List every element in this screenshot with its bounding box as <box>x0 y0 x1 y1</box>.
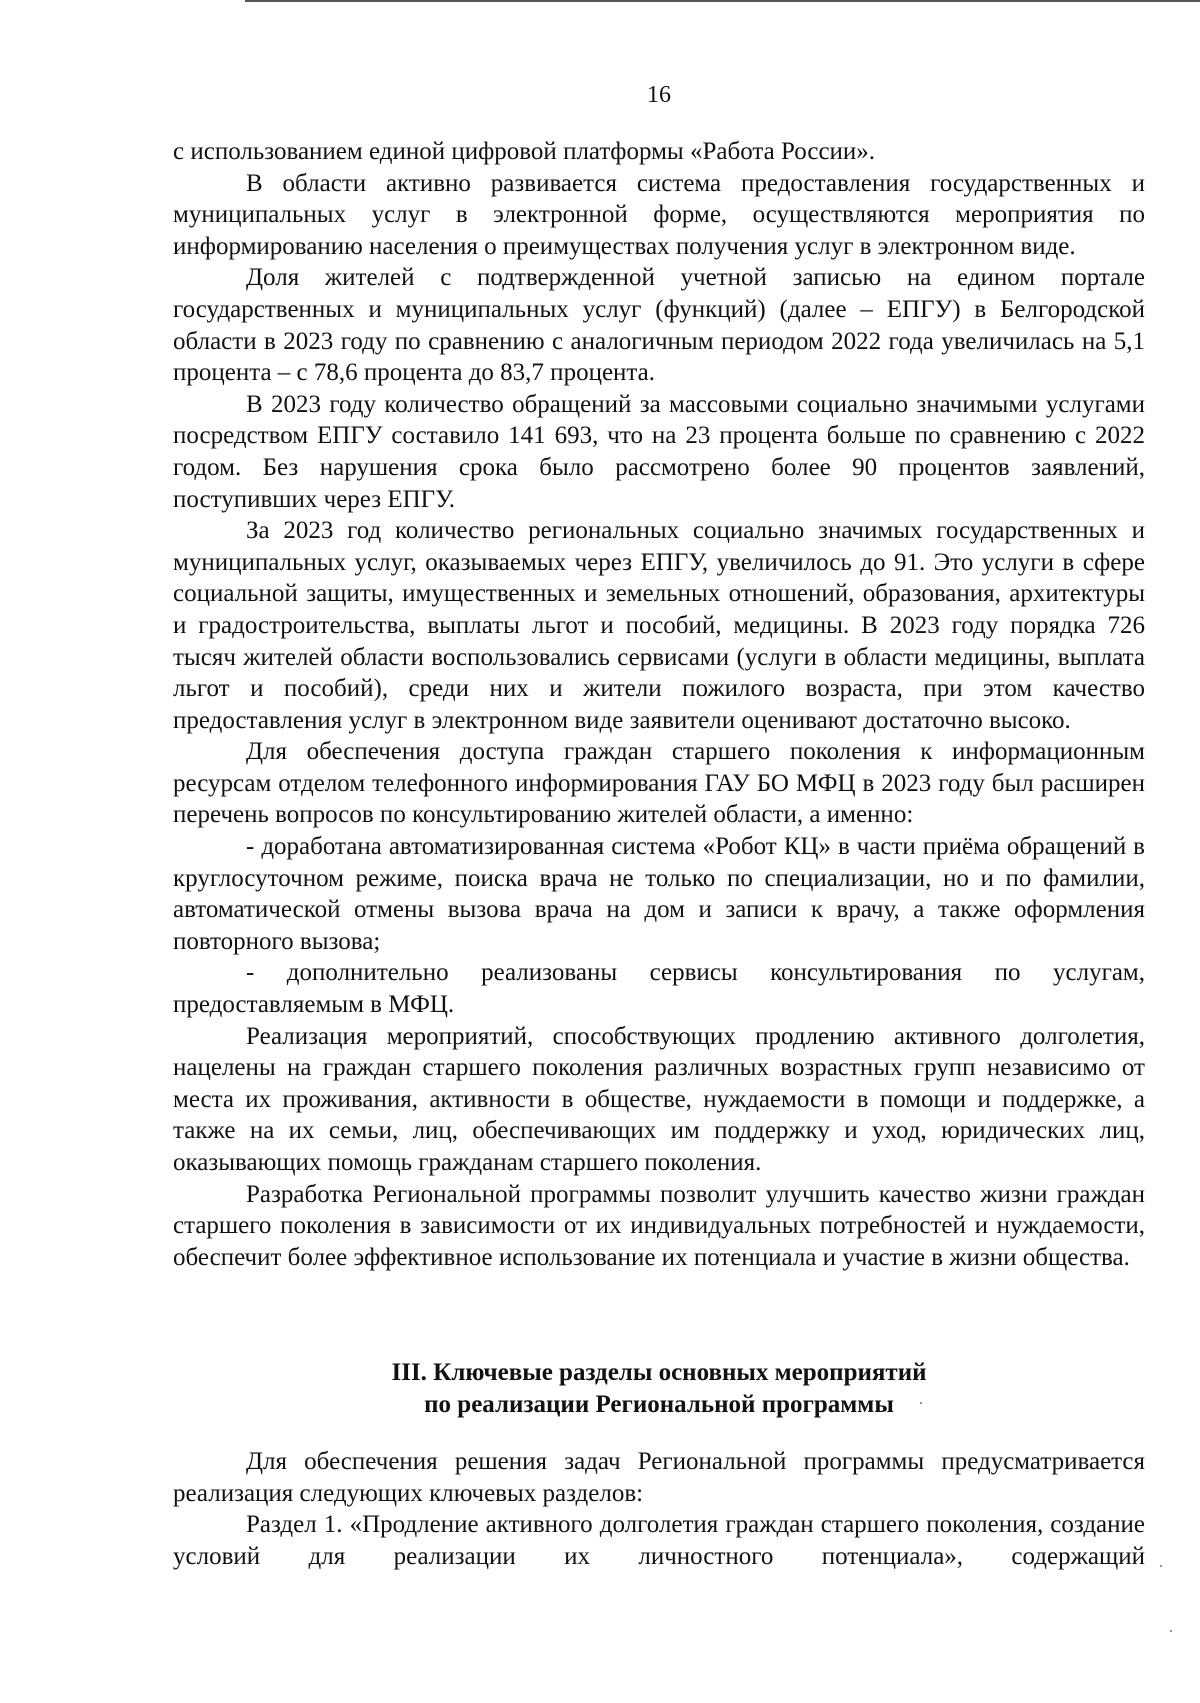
paragraph: Реализация мероприятий, способствующих продлению активного долголетия, нацелены на граждан старшего поколения различных возрастных групп независимо от места их проживания, активности в обществе, нуждаемости в помощи и поддержке, а также на их семьи, лиц, обеспечивающих им поддержку и уход, юридических лиц, оказывающих помощь гражданам старшего поколения. <box>173 1022 1145 1176</box>
body-text <box>173 136 1145 1273</box>
scan-speck <box>1170 1630 1172 1632</box>
list-item: - доработана автоматизированная система «Робот КЦ» в части приёма обращений в круглосуточном режиме, поиска врача не только по специализации, но и по фамилии, автоматической отмены вызова врача на дом и записи к врачу, а также оформления повторного вызова; <box>173 833 1145 955</box>
scan-speck <box>920 1402 922 1404</box>
paragraph: Для обеспечения решения задач Региональной программы предусматривается реализация следующих ключевых разделов: <box>173 1448 1145 1507</box>
paragraph: В 2023 году количество обращений за массовыми социально значимыми услугами посредством ЕПГУ составило 141 693, что на 23 процента больше по сравнению с 2022 годом. Без нарушения срока было рассмотрено более 90 процентов заявлений, поступивших через ЕПГУ. <box>173 390 1145 513</box>
paragraph: Раздел 1. «Продление активного долголетия граждан старшего поколения, создание условий для реализации их личностного потенциала», содержащий <box>173 1511 1145 1570</box>
page-number: 16 <box>647 82 671 108</box>
paragraph: с использованием единой цифровой платформы «Работа России». <box>173 138 876 165</box>
paragraph: За 2023 год количество региональных социально значимых государственных и муниципальных услуг, оказываемых через ЕПГУ, увеличилось до 91. Это услуги в сфере социальной защиты, имущественных и земельных отношений, образования, архитектуры и градостроительства, выплаты льгот и пособий, медицины. В 2023 году порядка 726 тысяч жителей области воспользовались сервисами (услуги в области медицины, выплата льгот и пособий), среди них и жители пожилого возраста, при этом качество предоставления услуг в электронном виде заявители оценивают достаточно высоко. <box>173 517 1145 734</box>
section-heading-line: III. Ключевые разделы основных мероприятий <box>391 1359 927 1386</box>
paragraph: Для обеспечения доступа граждан старшего поколения к информационным ресурсам отделом телефонного информирования ГАУ БО МФЦ в 2023 году был расширен перечень вопросов по консультированию жителей области, а именно: <box>173 738 1145 829</box>
section-text <box>173 1446 1145 1572</box>
list-item: - дополнительно реализованы сервисы консультирования по услугам, предоставляемым в МФЦ. <box>173 959 1145 1019</box>
top-rule <box>245 0 1200 2</box>
paragraph: Доля жителей с подтвержденной учетной записью на едином портале государственных и муниципальных услуг (функций) (далее – ЕПГУ) в Белгородской области в 2023 году по сравнению с аналогичным периодом 2022 года увеличилась на 5,1 процента – с 78,6 процента до 83,7 процента. <box>173 264 1145 387</box>
scan-speck <box>1160 1565 1162 1567</box>
section-heading-line: по реализации Региональной программы <box>424 1391 894 1418</box>
paragraph: В области активно развивается система предоставления государственных и муниципальных услуг в электронной форме, осуществляются мероприятия по информированию населения о преимуществах получения услуг в электронном виде. <box>173 169 1145 260</box>
section-heading <box>173 1357 1145 1421</box>
paragraph: Разработка Региональной программы позволит улучшить качество жизни граждан старшего поколения в зависимости от их индивидуальных потребностей и нуждаемости, обеспечит более эффективное использование их потенциала и участие в жизни общества. <box>173 1180 1145 1271</box>
